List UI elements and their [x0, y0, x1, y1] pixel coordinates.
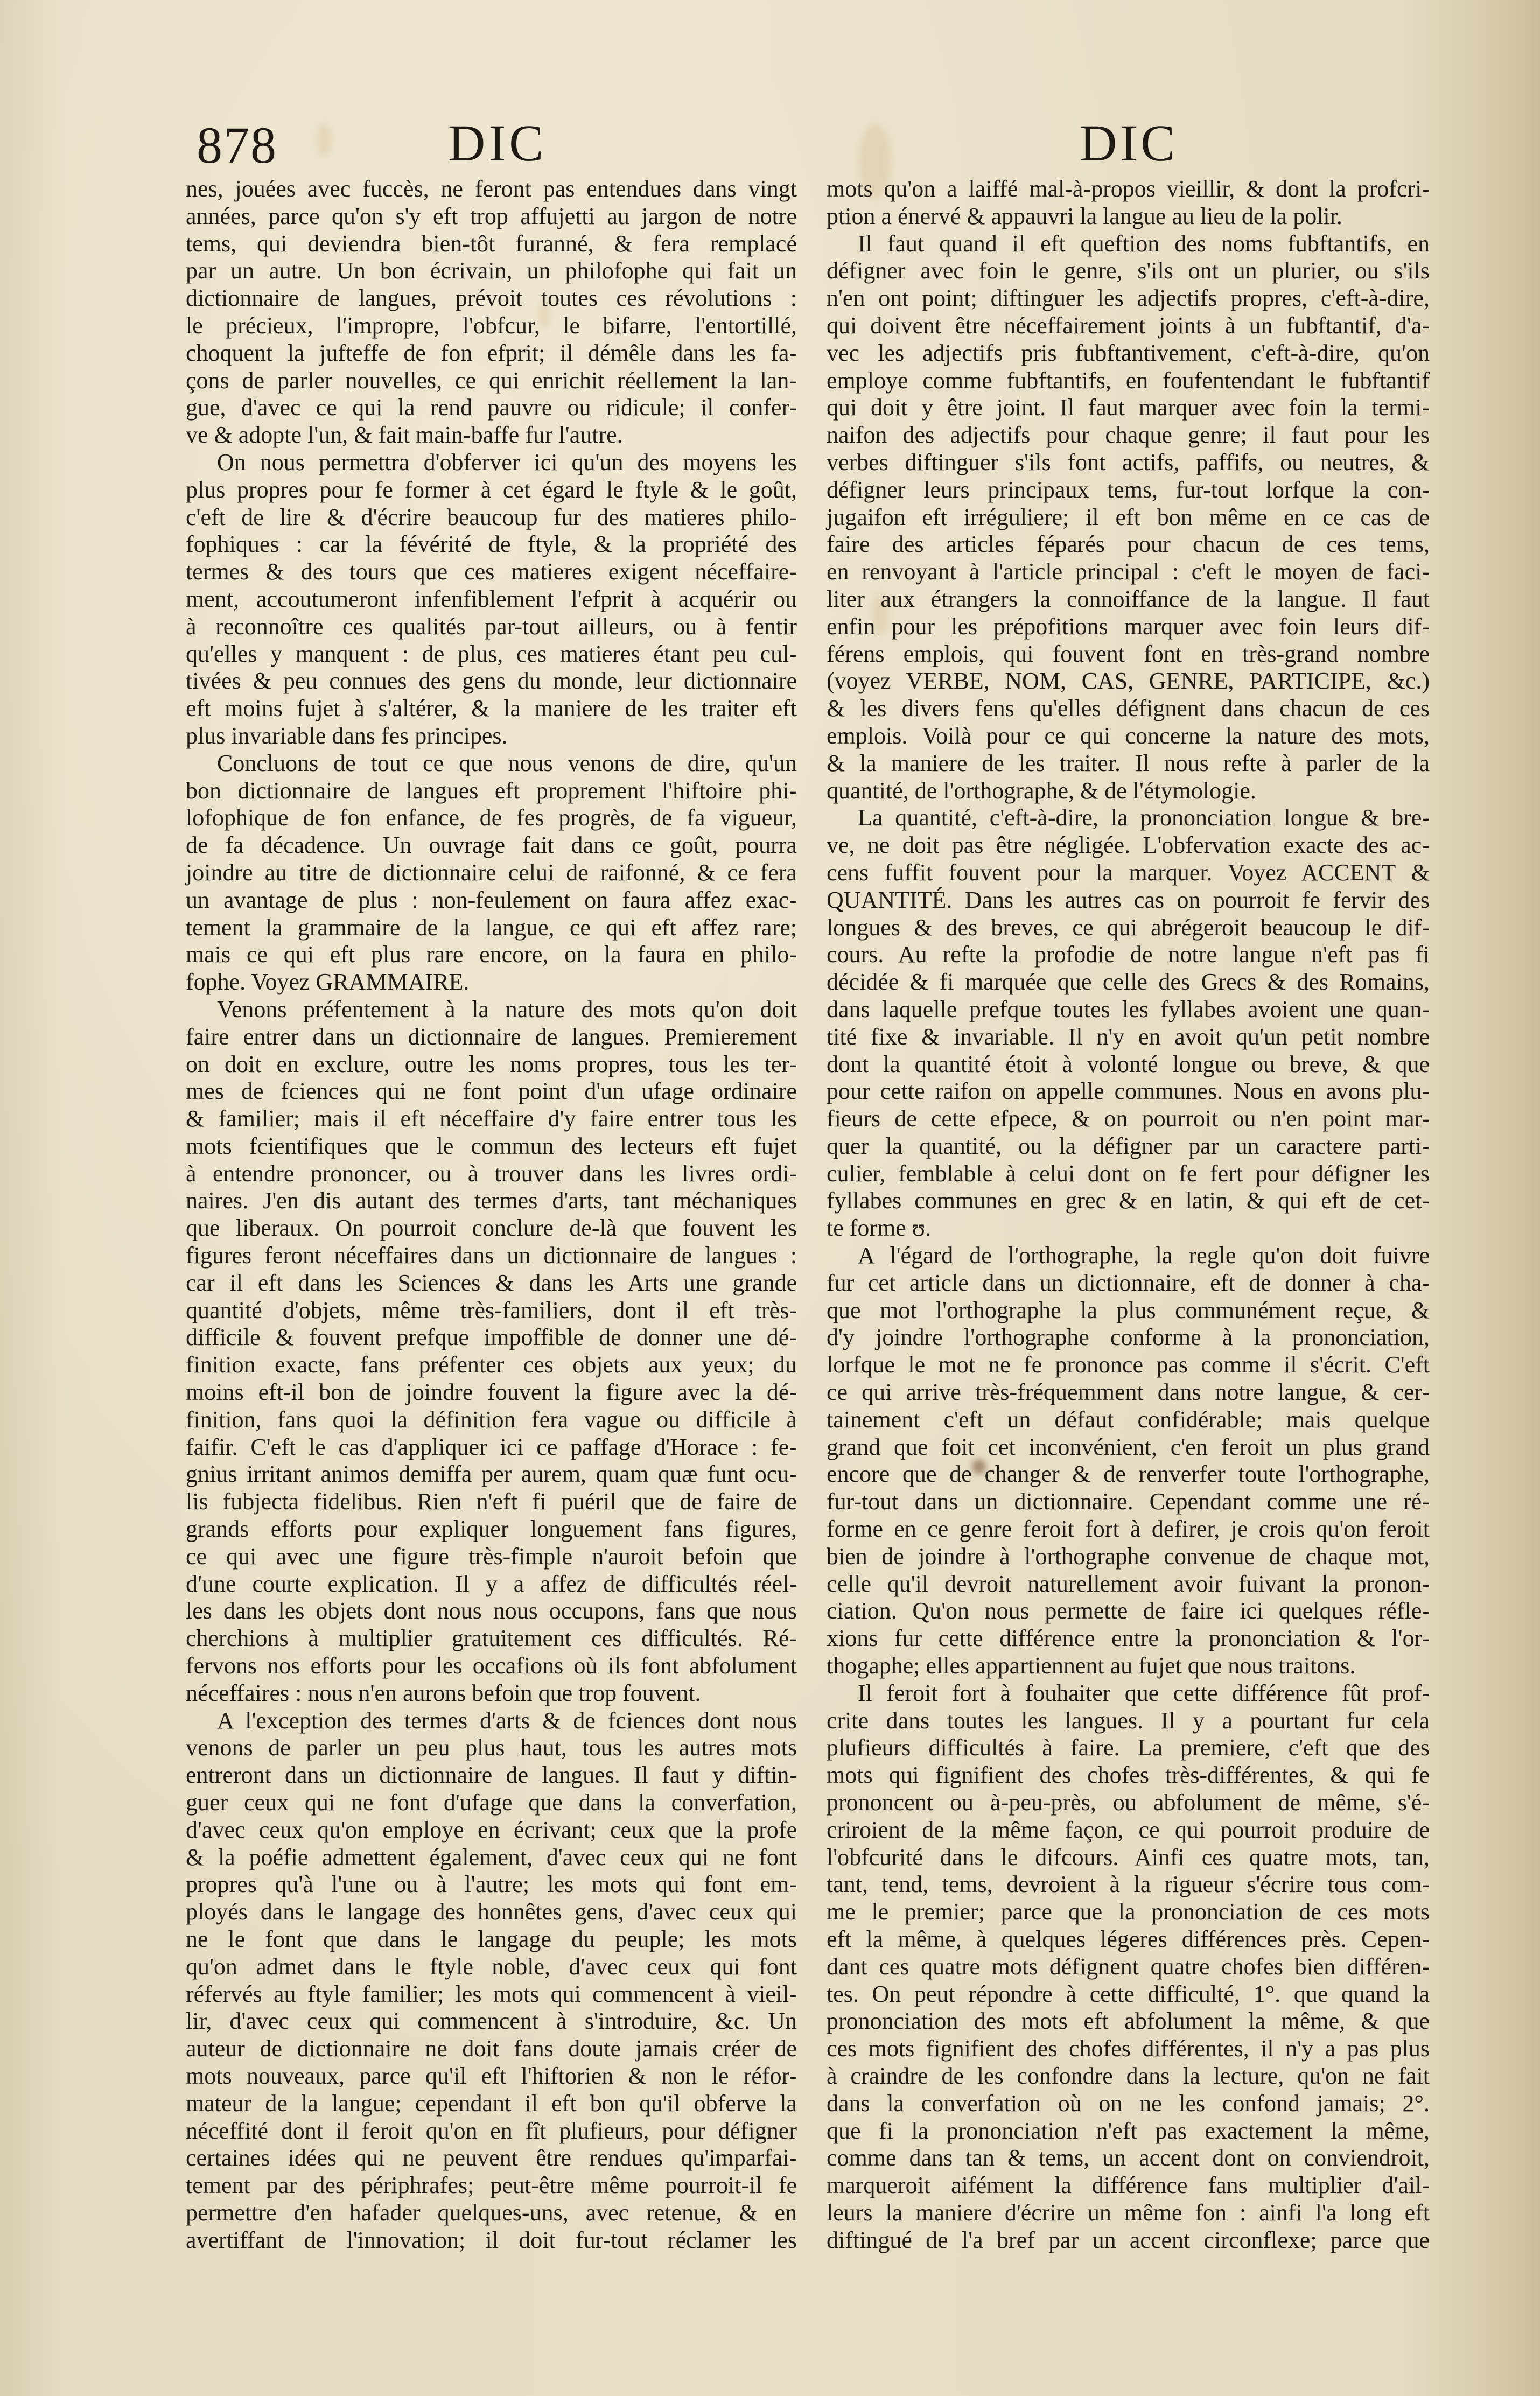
text-line: à reconnoître ces qualités par-tout ailleurs, ou à fentir	[186, 613, 797, 640]
text-line: finition, fans quoi la définition fera vague ou difficile à	[186, 1406, 797, 1433]
text-line: d'une courte explication. Il y a affez de difficultés réel-	[186, 1570, 797, 1597]
text-line: mots qui fignifient des chofes très-différentes, & qui fe	[827, 1762, 1430, 1789]
text-line: (voyez VERBE, NOM, CAS, GENRE, PARTICIPE, &c.)	[827, 668, 1430, 695]
text-line: les dans les objets dont nous nous occupons, fans que nous	[186, 1598, 797, 1624]
text-line: dant ces quatre mots défignent quatre chofes bien différen-	[827, 1953, 1430, 1980]
text-line: pour cette raifon on appelle communes. Nous en avons plu-	[827, 1078, 1430, 1105]
text-line: nes, jouées avec fuccès, ne feront pas entendues dans vingt	[186, 176, 797, 202]
text-line: plus propres pour fe former à cet égard le ftyle & le goût,	[186, 476, 797, 503]
text-line: me le premier; parce que la prononciation de ces mots	[827, 1898, 1430, 1925]
text-line: avertiffant de l'innovation; il doit fur-tout réclamer les	[186, 2226, 797, 2253]
text-line: néceffité dont il feroit qu'on en fît plufieurs, pour défigner	[186, 2117, 797, 2144]
text-line: gnius irritant animos demiffa per aurem, quam quæ funt ocu-	[186, 1461, 797, 1488]
text-line: faire entrer dans un dictionnaire de langues. Premierement	[186, 1023, 797, 1050]
text-line: défigner avec foin le genre, s'ils ont un plurier, ou s'ils	[827, 257, 1430, 284]
text-line: employe comme fubftantifs, en foufentendant le fubftantif	[827, 367, 1430, 394]
text-line: dont la quantité étoit à volonté longue ou breve, & que	[827, 1050, 1430, 1077]
text-line: années, parce qu'on s'y eft trop affujetti au jargon de notre	[186, 202, 797, 229]
text-line: tité fixe & invariable. Il n'y en avoit qu'un petit nombre	[827, 1023, 1430, 1050]
text-line: fieurs de cette efpece, & on pourroit ou n'en point mar-	[827, 1105, 1430, 1132]
text-line: QUANTITÉ. Dans les autres cas on pourroit fe fervir des	[827, 886, 1430, 913]
text-line: jugaifon eft irréguliere; il eft bon même en ce cas de	[827, 503, 1430, 530]
text-line: à entendre prononcer, ou à trouver dans les livres ordi-	[186, 1160, 797, 1187]
right-text-column	[827, 176, 1430, 2254]
text-line: liter aux étrangers la connoiffance de la langue. Il faut	[827, 585, 1430, 612]
text-line: comme dans tan & tems, un accent dont on conviendroit,	[827, 2145, 1430, 2171]
text-line: on doit en exclure, outre les noms propres, tous les ter-	[186, 1050, 797, 1077]
text-line: joindre au titre de dictionnaire celui de raifonné, & ce fera	[186, 859, 797, 886]
text-line: grands efforts pour expliquer longuement fans figures,	[186, 1516, 797, 1543]
text-line: le précieux, l'impropre, l'obfcur, le bifarre, l'entortillé,	[186, 312, 797, 339]
text-line: mais ce qui eft plus rare encore, on la faura en philo-	[186, 941, 797, 968]
text-line: emplois. Voilà pour ce qui concerne la nature des mots,	[827, 722, 1430, 749]
text-line: lir, d'avec ceux qui commencent à s'introduire, &c. Un	[186, 2008, 797, 2035]
text-line: fur cet article dans un dictionnaire, eft de donner à cha-	[827, 1269, 1430, 1296]
text-line: & la maniere de les traiter. Il nous refte à parler de la	[827, 749, 1430, 776]
text-line: fophiques : car la févérité de ftyle, & la propriété des	[186, 531, 797, 558]
text-line: diftingué de l'a bref par un accent circonflexe; parce que	[827, 2226, 1430, 2253]
text-line: que liberaux. On pourroit conclure de-là que fouvent les	[186, 1215, 797, 1242]
text-line: ce qui avec une figure très-fimple n'auroit befoin que	[186, 1543, 797, 1570]
text-line: tainement c'eft un défaut confidérable; mais quelque	[827, 1406, 1430, 1433]
text-line: guer ceux qui ne font d'ufage que dans la converfation,	[186, 1789, 797, 1816]
text-line: entreront dans un dictionnaire de langues. Il faut y diftin-	[186, 1762, 797, 1789]
text-line: faire des articles féparés pour chacun de ces tems,	[827, 531, 1430, 558]
text-line: longues & des breves, ce qui abrégeroit beaucoup le dif-	[827, 914, 1430, 941]
text-line: car il eft dans les Sciences & dans les Arts une grande	[186, 1269, 797, 1296]
text-line: que mot l'orthographe la plus communément reçue, &	[827, 1297, 1430, 1323]
text-line: ment, accoutumeront infenfiblement l'efprit à acquérir ou	[186, 585, 797, 612]
text-line: plus invariable dans fes principes.	[186, 722, 508, 749]
text-line: plufieurs difficultés à faire. La premiere, c'eft que des	[827, 1734, 1430, 1761]
text-line: auteur de dictionnaire ne doit fans doute jamais créer de	[186, 2035, 797, 2062]
text-line: tement par des périphrafes; peut-être même pourroit-il fe	[186, 2172, 797, 2199]
text-line: ciation. Qu'on nous permette de faire ici quelques réfle-	[827, 1598, 1430, 1624]
text-line: La quantité, c'eft-à-dire, la prononciation longue & bre-	[858, 804, 1430, 831]
text-line: quantité, de l'orthographe, & de l'étymologie.	[827, 777, 1256, 804]
text-line: thogaphe; elles appartiennent au fujet que nous traitons.	[827, 1652, 1356, 1679]
running-head-right: DIC	[1080, 114, 1179, 172]
text-line: tes. On peut répondre à cette difficulté, 1°. que quand la	[827, 1980, 1430, 2007]
text-line: choquent la jufteffe de fon efprit; il démêle dans les fa-	[186, 339, 797, 366]
text-line: A l'exception des termes d'arts & de fciences dont nous	[217, 1707, 797, 1734]
text-line: eft la même, à quelques légeres différences près. Cepen-	[827, 1926, 1430, 1952]
text-line: tement la grammaire de la langue, ce qui eft affez rare;	[186, 914, 797, 941]
text-line: en renvoyant à l'article principal : c'eft le moyen de faci-	[827, 558, 1430, 585]
text-line: lorfque le mot ne fe prononce pas comme il s'écrit. C'eft	[827, 1351, 1430, 1378]
text-line: enfin pour les prépofitions marquer avec foin leurs dif-	[827, 613, 1430, 640]
text-line: par un autre. Un bon écrivain, un philofophe qui fait un	[186, 257, 797, 284]
text-line: grand que foit cet inconvénient, c'en feroit un plus grand	[827, 1433, 1430, 1460]
text-line: dans laquelle prefque toutes les fyllabes avoient une quan-	[827, 996, 1430, 1022]
text-line: ve, ne doit pas être négligée. L'obfervation exacte des ac-	[827, 832, 1430, 859]
text-line: Il feroit fort à fouhaiter que cette différence fût prof-	[858, 1679, 1430, 1706]
text-line: mots nouveaux, parce qu'il eft l'hiftorien & non le réfor-	[186, 2062, 797, 2089]
text-line: n'en ont point; diftinguer les adjectifs propres, c'eft-à-dire,	[827, 285, 1430, 312]
text-line: forme en ce genre feroit fort à defirer, je crois qu'on feroit	[827, 1516, 1430, 1543]
text-line: mes de fciences qui ne font point d'un ufage ordinaire	[186, 1078, 797, 1105]
text-line: ces mots fignifient des chofes différentes, il n'y a pas plus	[827, 2035, 1430, 2062]
text-line: dictionnaire de langues, prévoit toutes ces révolutions :	[186, 285, 797, 312]
text-line: férens emplois, qui fouvent font en très-grand nombre	[827, 640, 1430, 667]
text-line: naires. J'en dis autant des termes d'arts, tant méchaniques	[186, 1187, 797, 1214]
text-line: quer la quantité, ou la défigner par un caractere parti-	[827, 1132, 1430, 1159]
text-line: On nous permettra d'obferver ici qu'un des moyens les	[217, 449, 797, 475]
text-line: ption a énervé & appauvri la langue au lieu de la polir.	[827, 202, 1342, 229]
text-line: A l'égard de l'orthographe, la regle qu'on doit fuivre	[858, 1242, 1430, 1269]
left-text-column	[186, 176, 797, 2254]
text-line: certaines idées qui ne peuvent être rendues qu'imparfai-	[186, 2145, 797, 2171]
text-line: lofophique de fon enfance, de fes progrès, de fa vigueur,	[186, 804, 797, 831]
text-line: xions fur cette différence entre la prononciation & l'or-	[827, 1625, 1430, 1652]
text-line: figures feront néceffaires dans un dictionnaire de langues :	[186, 1242, 797, 1269]
text-line: prononcent ou à-peu-près, ou abfolument de même, s'é-	[827, 1789, 1430, 1816]
text-line: décidée & fi marquée que celle des Grecs & des Romains,	[827, 969, 1430, 996]
text-line: fyllabes communes en grec & en latin, & qui eft de cet-	[827, 1187, 1430, 1214]
text-line: cours. Au refte la profodie de notre langue n'eft pas fi	[827, 941, 1430, 968]
text-line: difficile & fouvent prefque impoffible de donner une dé-	[186, 1324, 797, 1351]
text-line: mots fcientifiques que le commun des lecteurs eft fujet	[186, 1132, 797, 1159]
text-line: faifir. C'eft le cas d'appliquer ici ce paffage d'Horace : fe-	[186, 1433, 797, 1460]
text-line: à craindre de les confondre dans la lecture, qu'on ne fait	[827, 2062, 1430, 2089]
text-line: qui doit y être joint. Il faut marquer avec foin la termi-	[827, 394, 1430, 421]
text-line: qu'on admet dans le ftyle noble, d'avec ceux qui font	[186, 1953, 797, 1980]
text-line: un avantage de plus : non-feulement on faura affez exac-	[186, 886, 797, 913]
text-line: venons de parler un peu plus haut, tous les autres mots	[186, 1734, 797, 1761]
text-line: ve & adopte l'un, & fait main-baffe fur l'autre.	[186, 422, 623, 449]
text-line: mateur de la langue; cependant il eft bon qu'il obferve la	[186, 2090, 797, 2117]
running-head-left: DIC	[448, 114, 547, 172]
text-line: d'avec ceux qu'on employe en écrivant; ceux que la profe	[186, 1816, 797, 1843]
text-line: ployés dans le langage des honnêtes gens, d'avec ceux qui	[186, 1898, 797, 1925]
text-line: crite dans toutes les langues. Il y a pourtant fur cela	[827, 1707, 1430, 1734]
text-line: cens fuffit fouvent pour la marquer. Voyez ACCENT &	[827, 859, 1430, 886]
text-line: vec les adjectifs pris fubftantivement, c'eft-à-dire, qu'on	[827, 339, 1430, 366]
text-line: ce qui arrive très-fréquemment dans notre langue, & cer-	[827, 1379, 1430, 1406]
text-line: néceffaires : nous n'en aurons befoin que trop fouvent.	[186, 1679, 701, 1706]
text-line: fervons nos efforts pour les occafions où ils font abfolument	[186, 1652, 797, 1679]
text-line: ne le font que dans le langage du peuple; les mots	[186, 1926, 797, 1952]
text-line: finition exacte, fans préfenter ces objets aux yeux; du	[186, 1351, 797, 1378]
text-line: bon dictionnaire de langues eft proprement l'hiftoire phi-	[186, 777, 797, 804]
text-line: quantité d'objets, même très-familiers, dont il eft très-	[186, 1297, 797, 1323]
text-line: fur-tout dans un dictionnaire. Cependant comme une ré-	[827, 1488, 1430, 1515]
text-line: çons de parler nouvelles, ce qui enrichit réellement la lan-	[186, 367, 797, 394]
text-line: de fa décadence. Un ouvrage fait dans ce goût, pourra	[186, 832, 797, 859]
text-line: tems, qui deviendra bien-tôt furanné, & fera remplacé	[186, 230, 797, 257]
text-line: verbes diftinguer s'ils font actifs, paffifs, ou neutres, &	[827, 449, 1430, 475]
text-line: culier, femblable à celui dont on fe fert pour défigner les	[827, 1160, 1430, 1187]
text-line: tivées & peu connues des gens du monde, leur dictionnaire	[186, 668, 797, 695]
text-line: l'obfcurité dans le difcours. Ainfi ces quatre mots, tan,	[827, 1844, 1430, 1870]
text-line: d'y joindre l'orthographe conforme à la prononciation,	[827, 1324, 1430, 1351]
text-line: Il faut quand il eft queftion des noms fubftantifs, en	[858, 230, 1430, 257]
text-line: cherchions à multiplier gratuitement ces difficultés. Ré-	[186, 1625, 797, 1652]
text-line: marqueroit aifément la différence fans multiplier d'ail-	[827, 2172, 1430, 2199]
text-line: leurs la maniere d'écrire un même fon : ainfi l'a long eft	[827, 2199, 1430, 2226]
text-line: eft moins fujet à s'altérer, & la maniere de les traiter eft	[186, 695, 797, 722]
text-line: mots qu'on a laiffé mal-à-propos vieillir, & dont la profcri-	[827, 176, 1430, 202]
text-line: lis fubjecta fidelibus. Rien n'eft fi puéril que de faire de	[186, 1488, 797, 1515]
text-line: & la poéfie admettent également, d'avec ceux qui ne font	[186, 1844, 797, 1870]
text-line: & familier; mais il eft néceffaire d'y faire entrer tous les	[186, 1105, 797, 1132]
text-line: qui doivent être néceffairement joints à un fubftantif, d'a-	[827, 312, 1430, 339]
text-line: moins eft-il bon de joindre fouvent la figure avec la dé-	[186, 1379, 797, 1406]
text-line: encore que de changer & de renverfer toute l'orthographe,	[827, 1461, 1430, 1488]
text-line: te forme ʊ.	[827, 1215, 931, 1242]
text-line: & les divers fens qu'elles défignent dans chacun de ces	[827, 695, 1430, 722]
text-line: réfervés au ftyle familier; les mots qui commencent à vieil-	[186, 1980, 797, 2007]
text-line: Venons préfentement à la nature des mots qu'on doit	[217, 996, 797, 1022]
text-line: qu'elles y manquent : de plus, ces matieres étant peu cul-	[186, 640, 797, 667]
text-line: c'eft de lire & d'écrire beaucoup fur des matieres philo-	[186, 503, 797, 530]
text-line: défigner leurs principaux tems, fur-tout lorfque la con-	[827, 476, 1430, 503]
text-line: propres qu'à l'une ou à l'autre; les mots qui font em-	[186, 1871, 797, 1898]
text-line: naifon des adjectifs pour chaque genre; il faut pour les	[827, 422, 1430, 449]
text-line: celle qu'il devroit naturellement avoir fuivant la pronon-	[827, 1570, 1430, 1597]
text-line: criroient de la même façon, ce qui pourroit produire de	[827, 1816, 1430, 1843]
text-line: dans la converfation où on ne les confond jamais; 2°.	[827, 2090, 1430, 2117]
text-line: prononciation des mots eft abfolument la même, & que	[827, 2008, 1430, 2035]
text-line: termes & des tours que ces matieres exigent néceffaire-	[186, 558, 797, 585]
page-number: 878	[197, 116, 277, 174]
text-line: Concluons de tout ce que nous venons de dire, qu'un	[217, 749, 797, 776]
text-line: gue, d'avec ce qui la rend pauvre ou ridicule; il confer-	[186, 394, 797, 421]
text-line: que fi la prononciation n'eft pas exactement la même,	[827, 2117, 1430, 2144]
foxing-stain	[318, 124, 331, 156]
text-line: permettre d'en hafader quelques-uns, avec retenue, & en	[186, 2199, 797, 2226]
text-line: tant, tend, tems, devroient à la rigueur s'écrire tous com-	[827, 1871, 1430, 1898]
text-line: bien de joindre à l'orthographe convenue de chaque mot,	[827, 1543, 1430, 1570]
text-line: fophe. Voyez GRAMMAIRE.	[186, 969, 470, 996]
